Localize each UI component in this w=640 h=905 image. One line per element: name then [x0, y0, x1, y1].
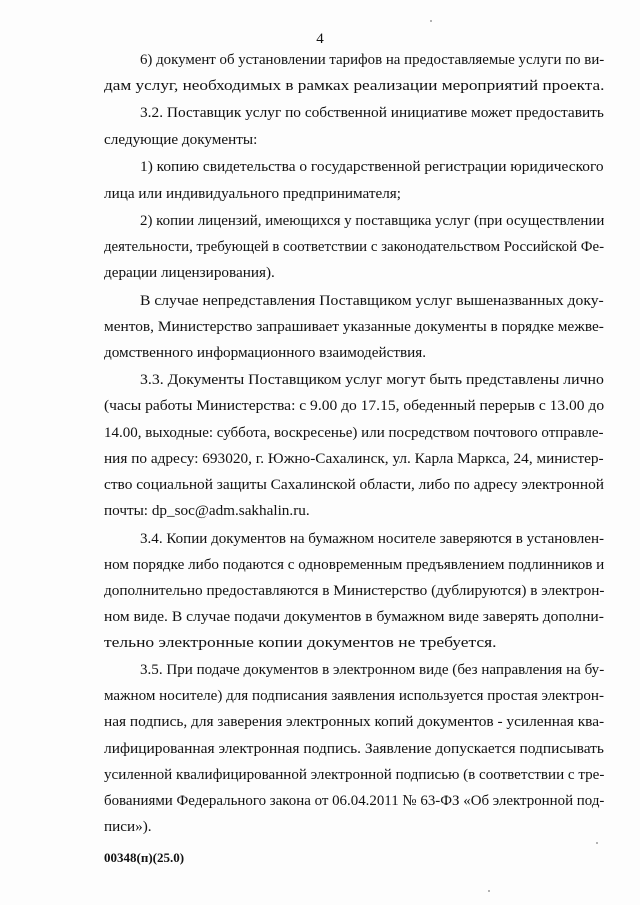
text-line: дам услуг, необходимых в рамках реализации мероприятий проекта.: [104, 77, 605, 94]
text-line: 14.00, выходные: суббота, воскресенье) или посредством почтового отправле-: [104, 424, 604, 441]
text-line: (часы работы Министерства: с 9.00 до 17.15, обеденный перерыв с 13.00 до: [104, 397, 605, 414]
page-number: 4: [316, 31, 324, 47]
text-line: почты: dp_soc@adm.sakhalin.ru.: [104, 502, 310, 519]
text-line: деятельности, требующей в соответствии с законодательством Российской Фе-: [104, 238, 605, 255]
text-line: ния по адресу: 693020, г. Южно-Сахалинск, ул. Карла Маркса, 24, министер-: [104, 450, 604, 467]
text-line: 1) копию свидетельства о государственной регистрации юридического: [140, 158, 604, 175]
text-line: ном порядке либо подаются с одновременным предъявлением подлинников и: [104, 556, 605, 573]
text-line: ментов, Министерство запрашивает указанные документы в порядке межве-: [104, 318, 604, 335]
text-line: усиленной квалифицированной электронной подписью (в соответствии с тре-: [104, 766, 605, 783]
text-line: 2) копии лицензий, имеющихся у поставщика услуг (при осуществлении: [140, 212, 605, 229]
text-line: дополнительно предоставляются в Министерство (дублируются) в электрон-: [104, 582, 605, 599]
text-line: 3.4. Копии документов на бумажном носителе заверяются в установлен-: [140, 530, 605, 547]
scan-speck: [596, 842, 598, 844]
text-line: ство социальной защиты Сахалинской области, либо по адресу электронной: [104, 476, 605, 493]
text-line: дерации лицензирования).: [104, 264, 275, 281]
text-line: В случае непредставления Поставщиком услуг вышеназванных доку-: [140, 292, 604, 309]
scan-speck: [488, 890, 490, 892]
text-line: тельно электронные копии документов не требуется.: [104, 634, 497, 651]
text-line: лифицированная электронная подпись. Заявление допускается подписывать: [104, 740, 604, 757]
text-line: 3.3. Документы Поставщиком услуг могут быть представлены лично: [140, 371, 604, 388]
text-line: 3.2. Поставщик услуг по собственной инициативе может предоставить: [140, 104, 604, 121]
text-line: 3.5. При подаче документов в электронном виде (без направления на бу-: [140, 661, 605, 678]
text-line: домственного информационного взаимодействия.: [104, 344, 427, 361]
text-line: лица или индивидуального предпринимателя;: [104, 185, 401, 202]
text-line: мажном носителе) для подписания заявления используется простая электрон-: [104, 687, 604, 704]
scan-speck: [430, 20, 432, 22]
text-line: ном виде. В случае подачи документов в бумажном виде заверять дополни-: [104, 608, 604, 625]
text-line: 6) документ об установлении тарифов на предоставляемые услуги по ви-: [140, 51, 605, 68]
text-line: ная подпись, для заверения электронных копий документов - усиленная ква-: [104, 713, 605, 730]
text-line: бованиями Федерального закона от 06.04.2011 № 63-ФЗ «Об электронной под-: [104, 792, 605, 809]
document-code: 00348(п)(25.0): [104, 850, 185, 865]
text-line: следующие документы:: [104, 131, 258, 148]
text-line: писи»).: [104, 818, 152, 835]
